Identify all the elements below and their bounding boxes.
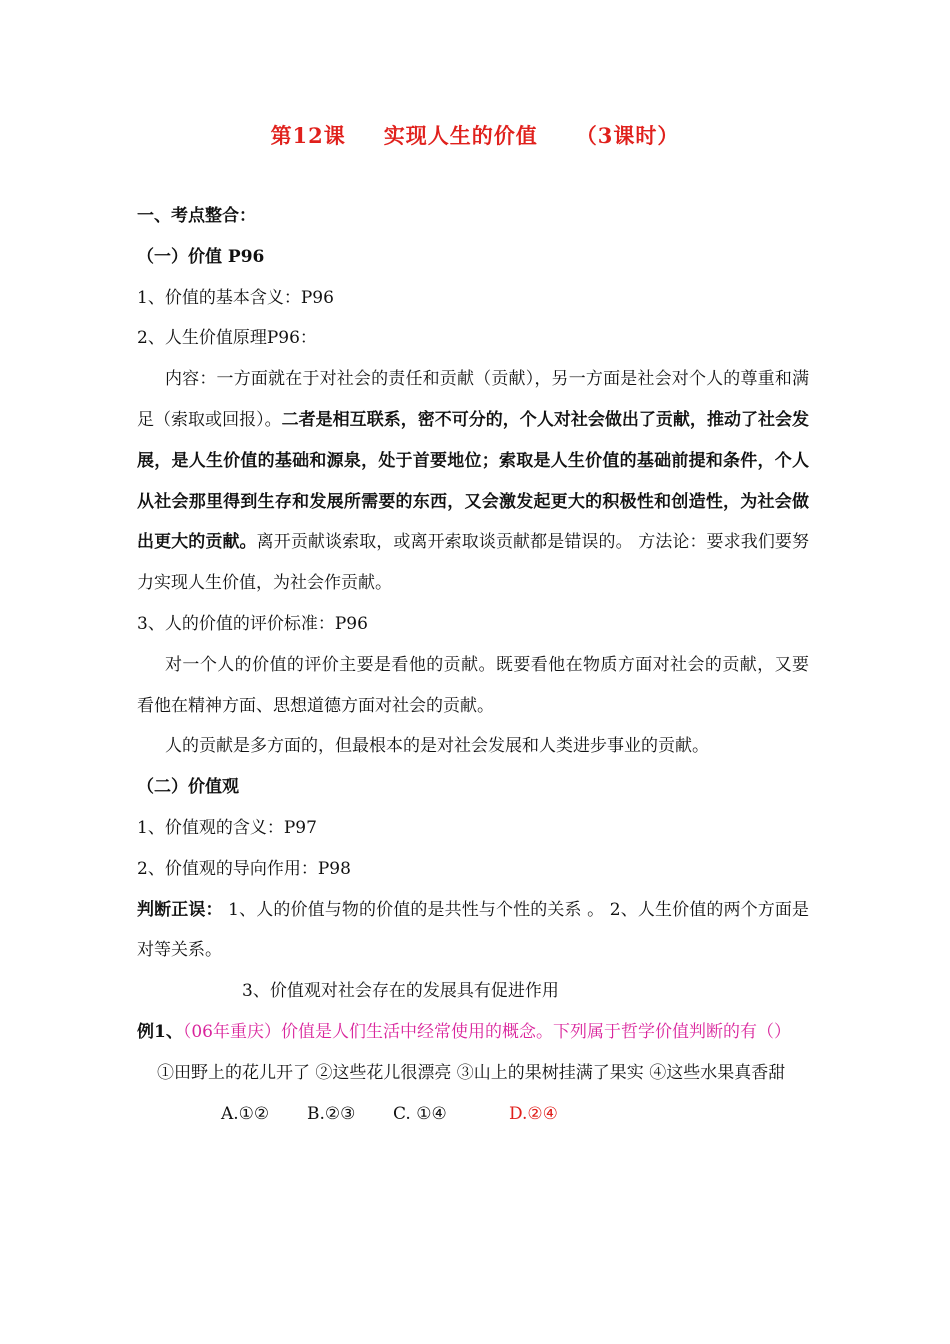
title-hours: （3课时） [575, 123, 680, 148]
document-body [137, 196, 809, 1134]
item-values-guidance: 2、价值观的导向作用：P98 [137, 858, 351, 879]
option-c: C. ①④ [393, 1103, 447, 1124]
item-values-meaning: 1、价值观的含义：P97 [137, 817, 317, 838]
example-options [137, 1094, 809, 1135]
paragraph-evaluation: 对一个人的价值的评价主要是看他的贡献。既要看他在物质方面对社会的贡献，又要看他在精神方面、思想道德方面对社会的贡献。 [137, 654, 809, 716]
item-evaluation-standard: 3、人的价值的评价标准：P96 [137, 613, 368, 634]
title-lesson: 第12课 [270, 123, 346, 148]
content-normal-2: 离开贡献谈索取，或离开索取谈贡献都是错误的。 [256, 532, 633, 553]
page-title [0, 120, 950, 150]
example-question [137, 1012, 809, 1053]
judge-text: 1、人的价值与物的价值的是共性与个性的关系 。 2、人生价值的两个方面是对等关系。 [137, 899, 810, 961]
content-normal: 内容：一方面就在于对社会的责任和贡献（贡献），另一方面是社会对个人的尊重和满足（索取或回报）。 [137, 369, 809, 430]
option-a: A.①② [221, 1103, 270, 1124]
judge-label: 判断正误： [137, 899, 223, 920]
title-topic: 实现人生的价值 [383, 123, 538, 148]
section-heading: 一、考点整合： [137, 206, 256, 226]
option-b: B.②③ [307, 1103, 356, 1124]
option-d-answer: D.②④ [509, 1103, 558, 1124]
content-method: 方法论：要求我们要努力实现人生价值，为社会作贡献。 [137, 532, 810, 594]
item-basic-meaning: 1、价值的基本含义：P96 [137, 287, 334, 308]
example-label: 例1、 [137, 1021, 183, 1042]
judge-section [137, 890, 809, 972]
paragraph-contribution: 人的贡献是多方面的，但最根本的是对社会发展和人类进步事业的贡献。 [165, 736, 709, 757]
content-bold: 二者是相互联系，密不可分的，个人对社会做出了贡献，推动了社会发展，是人生价值的基础和源泉，处于首要地位；索取是人生价值的基础前提和条件，个人从社会那里得到生存和发展所需要的东西，又会激发起更大的积极性和创造性，为社会做出更大的贡献。 [137, 409, 810, 553]
item-life-value-principle: 2、人生价值原理P96： [137, 328, 317, 349]
example-statements: ①田野上的花儿开了 ②这些花儿很漂亮 ③山上的果树挂满了果实 ④这些水果真香甜 [157, 1062, 786, 1083]
subsection-values: （二）价值观 [137, 777, 239, 798]
subsection-value: （一）价值 P96 [137, 246, 265, 267]
example-question-text: （06年重庆）价值是人们生活中经常使用的概念。下列属于哲学价值判断的有（） [182, 1021, 791, 1042]
paragraph-content [137, 359, 809, 604]
judge-item-3: 3、价值观对社会存在的发展具有促进作用 [242, 981, 559, 1002]
